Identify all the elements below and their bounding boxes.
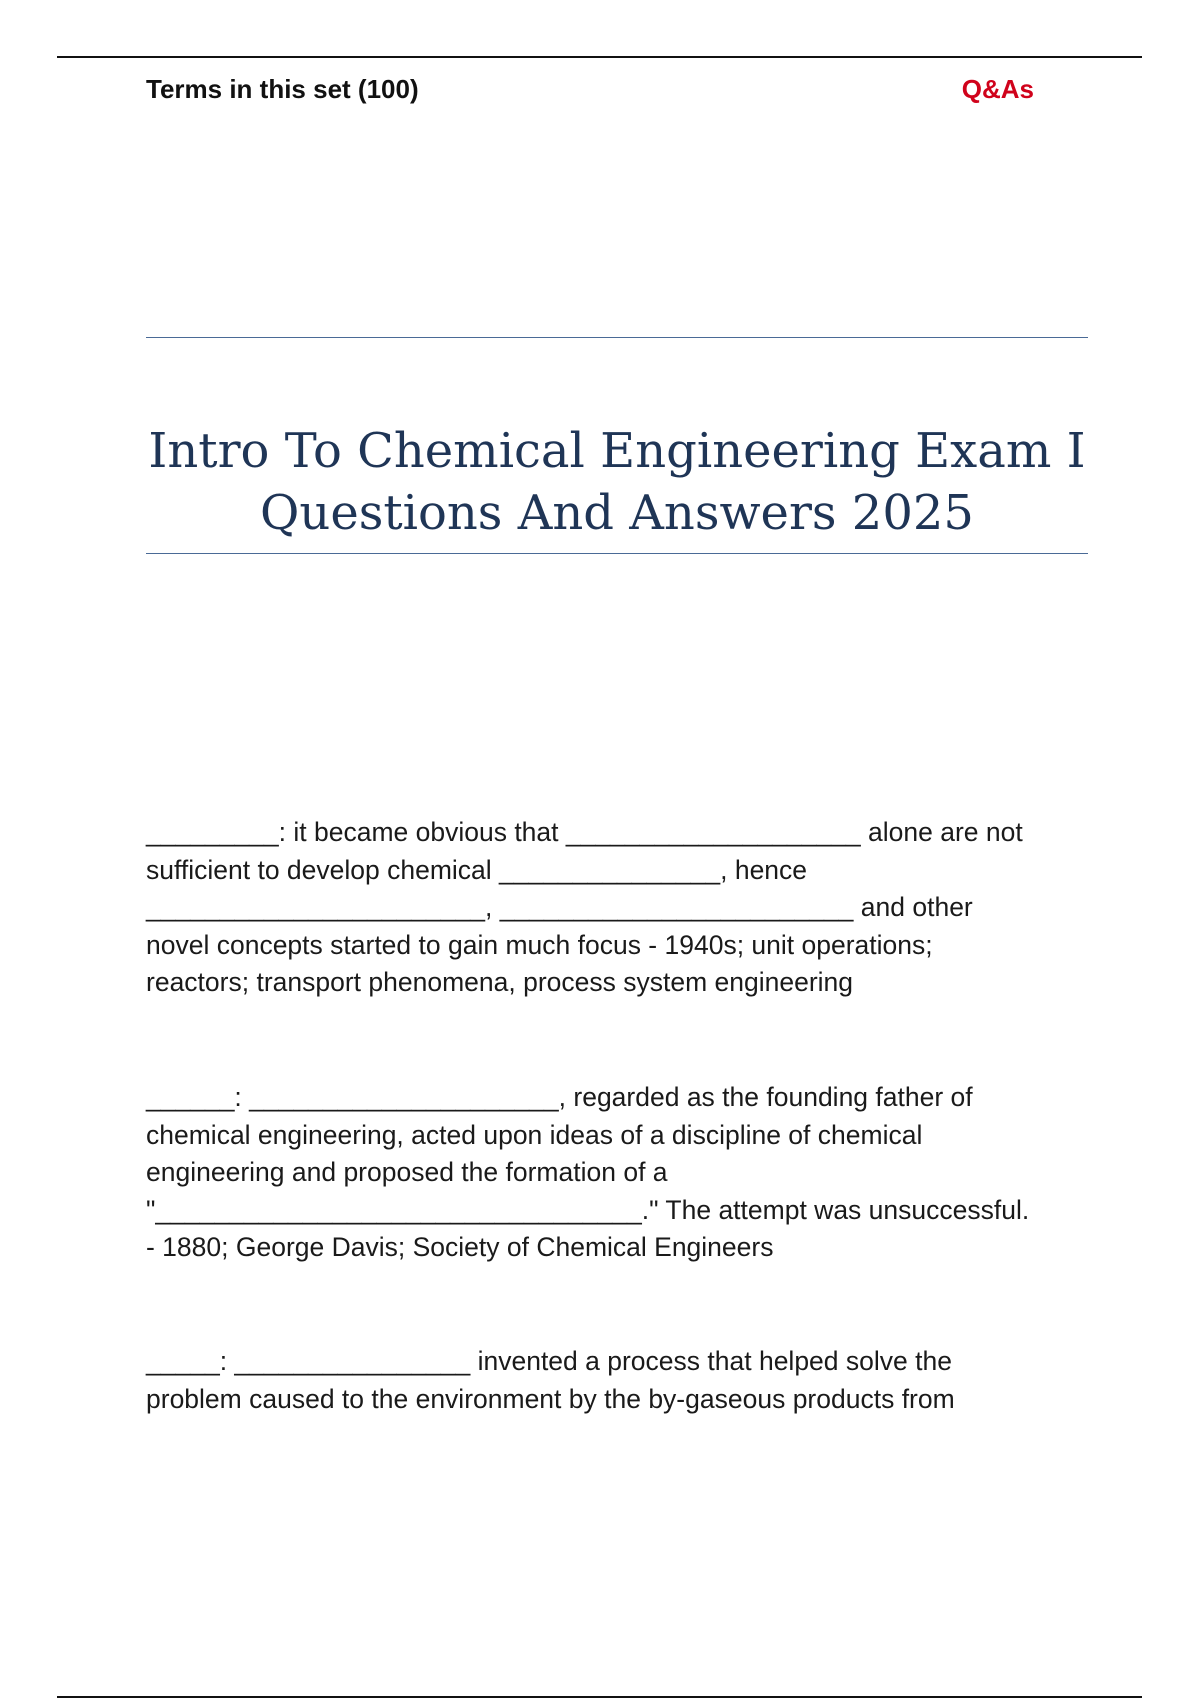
top-divider [57, 56, 1142, 58]
qa-card [146, 1079, 1096, 1267]
qa-line: engineering and proposed the formation of a [146, 1157, 668, 1187]
qa-line: - 1880; George Davis; Society of Chemical Engineers [146, 1232, 774, 1262]
qa-line: reactors; transport phenomena, process system engineering [146, 967, 854, 997]
qa-line: "_________________________________." The attempt was unsuccessful. [146, 1194, 1030, 1225]
qa-line: ______: _____________________, regarded as the founding father of [146, 1082, 973, 1112]
qa-line: _____: ________________ invented a process that helped solve the [146, 1346, 952, 1376]
document-title-line-2: Questions And Answers 2025 [260, 485, 974, 541]
title-lower-divider [146, 553, 1088, 554]
qa-line: problem caused to the environment by the by-gaseous products from [146, 1383, 955, 1414]
qa-line: novel concepts started to gain much focus - 1940s; unit operations; [146, 929, 933, 960]
bottom-divider [57, 1696, 1142, 1698]
terms-count-label: Terms in this set (100) [146, 74, 419, 104]
title-upper-divider [146, 337, 1088, 338]
document-title [146, 420, 1088, 544]
qa-line: chemical engineering, acted upon ideas of a discipline of chemical [146, 1119, 923, 1150]
qa-badge: Q&As [961, 74, 1034, 104]
document-title-line-1: Intro To Chemical Engineering Exam I [148, 423, 1086, 479]
qa-card [146, 814, 1096, 1002]
qa-card [146, 1343, 1096, 1418]
qa-line: sufficient to develop chemical _______________, hence [146, 854, 808, 885]
qa-line: _________: it became obvious that ____________________ alone are not [146, 817, 1023, 847]
qa-line: _______________________, ________________________ and other [146, 892, 973, 922]
